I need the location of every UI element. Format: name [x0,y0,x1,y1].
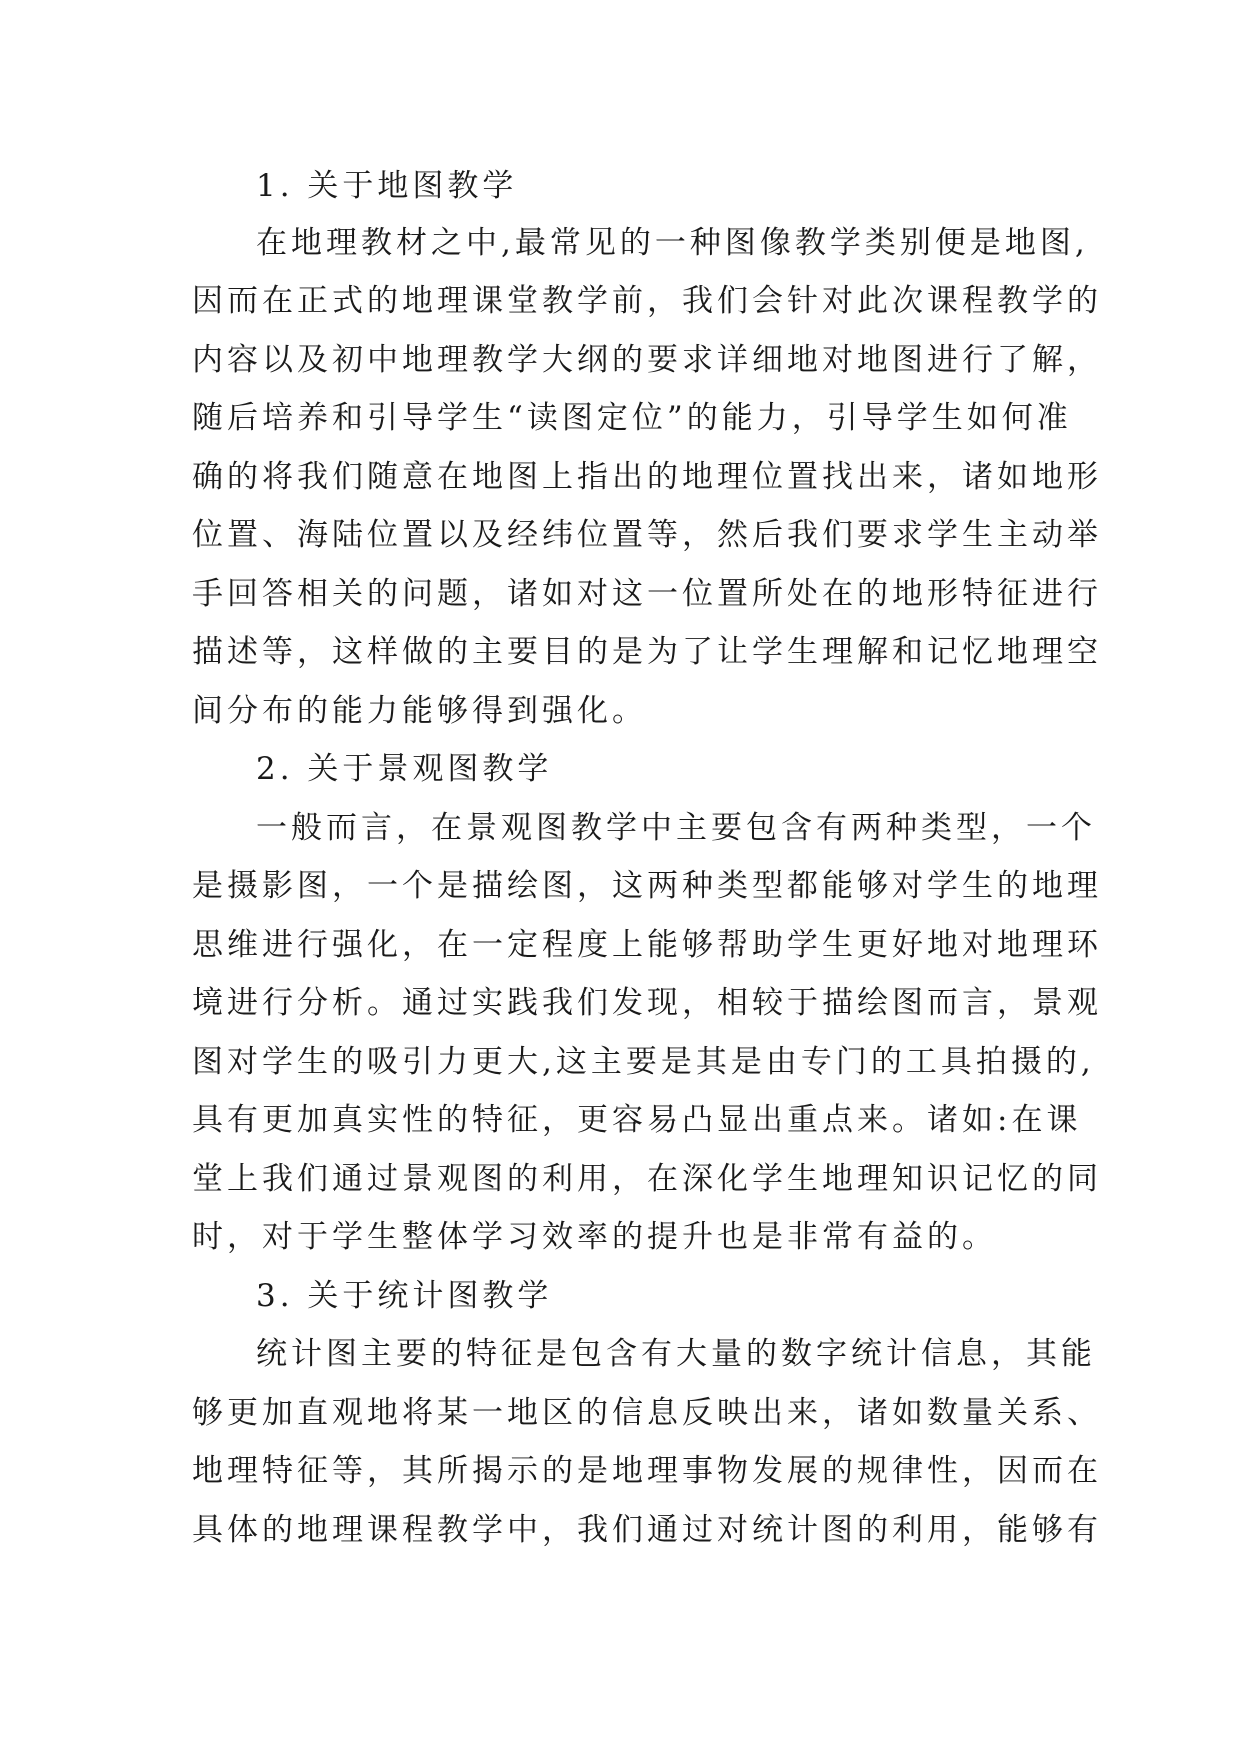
section-heading: 3. 关于统计图教学 [256,1278,553,1314]
paragraph-line: 因而在正式的地理课堂教学前，我们会针对此次课程教学的 [192,283,1102,319]
paragraph-line: 统计图主要的特征是包含有大量的数字统计信息，其能 [256,1336,1096,1372]
paragraph-line: 图对学生的吸引力更大,这主要是其是由专门的工具拍摄的, [192,1044,1095,1080]
paragraph-line: 随后培养和引导学生“读图定位”的能力，引导学生如何准 [192,400,1072,436]
paragraph-line: 在地理教材之中,最常见的一种图像教学类别便是地图, [256,225,1089,261]
paragraph-line: 内容以及初中地理教学大纲的要求详细地对地图进行了解， [192,342,1102,378]
paragraph-line: 具体的地理课程教学中，我们通过对统计图的利用，能够有 [192,1512,1102,1548]
paragraph-line: 具有更加真实性的特征，更容易凸显出重点来。诸如:在课 [192,1102,1082,1138]
paragraph-line: 是摄影图，一个是描绘图，这两种类型都能够对学生的地理 [192,868,1102,904]
paragraph-line: 确的将我们随意在地图上指出的地理位置找出来，诸如地形 [192,459,1102,495]
paragraph-line: 手回答相关的问题，诸如对这一位置所处在的地形特征进行 [192,576,1102,612]
paragraph-line: 位置、海陆位置以及经纬位置等，然后我们要求学生主动举 [192,517,1102,553]
paragraph-line: 思维进行强化，在一定程度上能够帮助学生更好地对地理环 [192,927,1102,963]
paragraph-line: 描述等，这样做的主要目的是为了让学生理解和记忆地理空 [192,634,1102,670]
paragraph-line: 地理特征等，其所揭示的是地理事物发展的规律性，因而在 [192,1453,1102,1489]
paragraph-line: 堂上我们通过景观图的利用，在深化学生地理知识记忆的同 [192,1161,1102,1197]
paragraph-line: 够更加直观地将某一地区的信息反映出来，诸如数量关系、 [192,1395,1102,1431]
paragraph-line: 一般而言，在景观图教学中主要包含有两种类型，一个 [256,810,1096,846]
paragraph-line: 时，对于学生整体学习效率的提升也是非常有益的。 [192,1219,997,1255]
paragraph-line: 境进行分析。通过实践我们发现，相较于描绘图而言，景观 [192,985,1102,1021]
section-heading: 2. 关于景观图教学 [256,751,553,787]
section-heading: 1. 关于地图教学 [256,168,518,204]
paragraph-line: 间分布的能力能够得到强化。 [192,693,647,729]
